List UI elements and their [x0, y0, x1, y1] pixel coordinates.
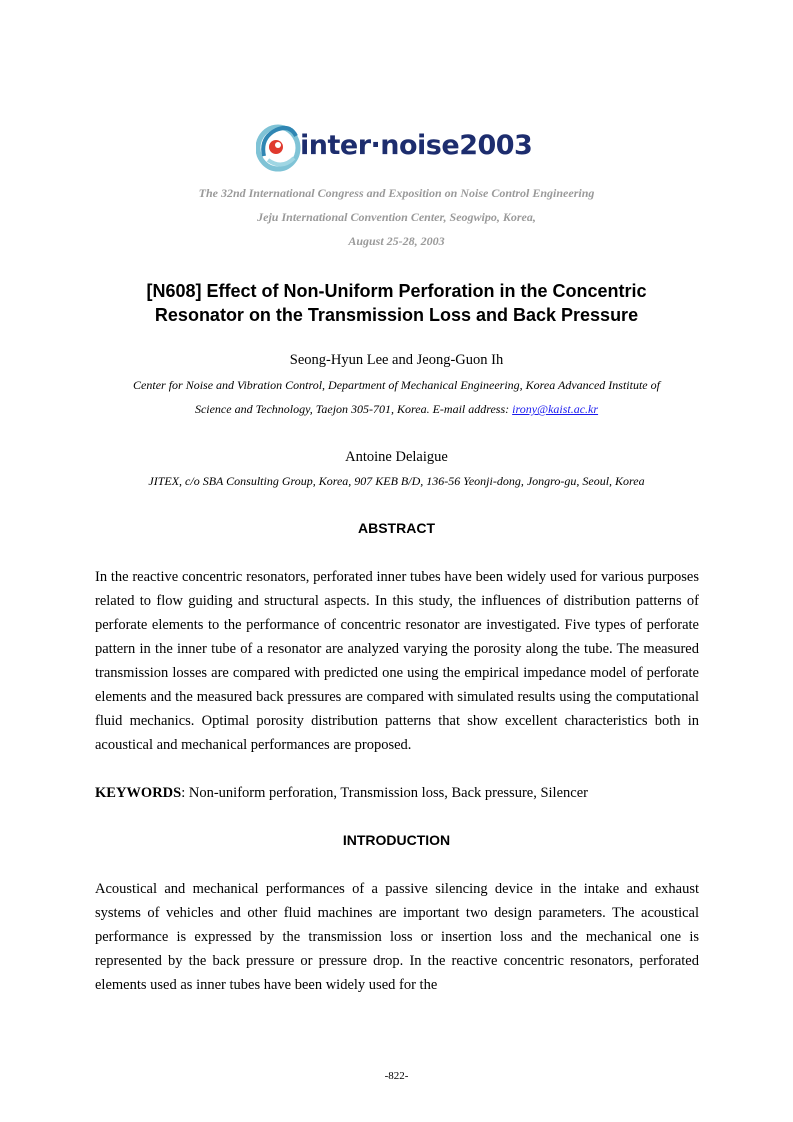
logo-wordmark-year: 2003 — [459, 130, 533, 161]
keywords-line — [95, 781, 699, 805]
logo-wordmark-name: inter·noise — [300, 130, 460, 161]
conference-name: The 32nd International Congress and Exposition on Noise Control Engineering — [198, 186, 595, 200]
author-email-link[interactable]: irony@kaist.ac.kr — [512, 402, 599, 416]
abstract-body: In the reactive concentric resonators, perforated inner tubes have been widely used for various purposes related to flow guiding and structural aspects. In this study, the influences of distribution patterns of perforate elements to the performance of concentric resonator are investigated. Five types of perforate pattern in the inner tube of a resonator are analyzed varying the porosity along the tube. The measured transmission losses are compared with predicted one using the empirical impedance model of perforate elements and the measured back pressures are compared with simulated results using the computational fluid mechanics. Optimal porosity distribution patterns that show excellent characteristics both in acoustical and mechanical performances are proposed. — [95, 569, 699, 753]
paper-title — [60, 279, 733, 327]
keywords-text: : Non-uniform perforation, Transmission loss, Back pressure, Silencer — [181, 785, 588, 801]
keywords-label: KEYWORDS — [95, 785, 182, 801]
paper-title-line-2: Resonator on the Transmission Loss and Back Pressure — [154, 305, 639, 325]
conference-dates: August 25-28, 2003 — [348, 234, 445, 248]
page-number: -822- — [384, 1070, 409, 1082]
introduction-body: Acoustical and mechanical performances of a passive silencing device in the intake and exhaust systems of vehicles and other fluid machines are important two design parameters. The acoustical performance is expressed by the transmission loss or insertion loss and the mechanical one is represented by the back pressure or pressure drop. In the reactive concentric resonators, perforated elements used as inner tubes have been widely used for the — [95, 881, 699, 993]
author-affiliation-2: JITEX, c/o SBA Consulting Group, Korea, 907 KEB B/D, 136-56 Yeonji-dong, Jongro-gu, Seoul, Korea — [148, 474, 645, 488]
logo-wordmark — [300, 130, 532, 161]
affiliation-1-line-2-text: Science and Technology, Taejon 305-701, Korea. E-mail address: — [194, 402, 513, 416]
introduction-heading: INTRODUCTION — [342, 832, 451, 848]
paper-title-line-1: [N608] Effect of Non-Uniform Perforation in the Concentric — [146, 281, 647, 301]
affiliation-1-line-2 — [0, 397, 793, 421]
author-names-2: Antoine Delaigue — [345, 449, 448, 465]
affiliation-1-line-1: Center for Noise and Vibration Control, Department of Mechanical Engineering, Korea Advanced Institute of — [133, 378, 660, 392]
conference-venue: Jeju International Convention Center, Seogwipo, Korea, — [257, 210, 536, 224]
author-affiliation-1 — [0, 373, 793, 421]
swirl-logo-icon — [256, 120, 304, 176]
abstract-heading: ABSTRACT — [358, 520, 435, 536]
conference-logo — [256, 120, 538, 176]
author-names-1: Seong-Hyun Lee and Jeong-Guon Ih — [289, 352, 504, 368]
